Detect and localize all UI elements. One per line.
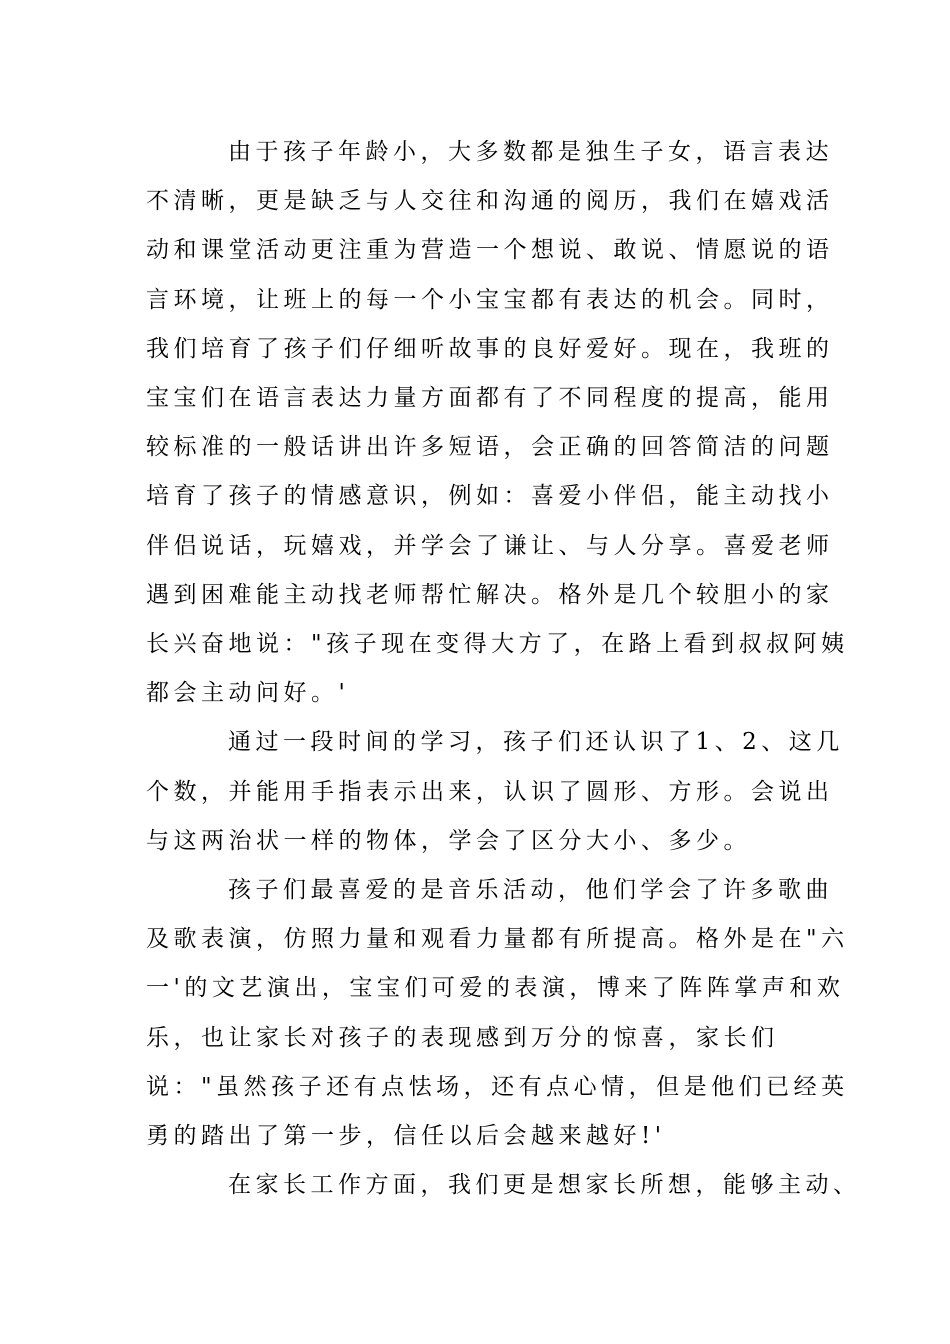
paragraph-parent-work bbox=[146, 1161, 861, 1210]
text-line: 言环境，让班上的每一个小宝宝都有表达的机会。同时， bbox=[146, 286, 834, 313]
text-line: 个数，并能用手指表示出来，认识了圆形、方形。会说出 bbox=[146, 778, 834, 805]
text-line: 不清晰，更是缺乏与人交往和沟通的阅历，我们在嬉戏活 bbox=[146, 188, 834, 215]
text-line: 勇的踏出了第一步，信任以后会越来越好!' bbox=[146, 1123, 666, 1150]
text-line: 通过一段时间的学习，孩子们还认识了1、2、这几 bbox=[228, 729, 844, 756]
text-line: 乐，也让家长对孩子的表现感到万分的惊喜，家长们 bbox=[146, 1024, 779, 1051]
paragraph-language-development bbox=[146, 128, 849, 718]
text-line: 都会主动问好。' bbox=[146, 680, 350, 707]
paragraph-music-activities bbox=[146, 866, 849, 1161]
text-line: 与这两治状一样的物体，学会了区分大小、多少。 bbox=[146, 827, 751, 854]
text-line: 及歌表演，仿照力量和观看力量都有所提高。格外是在"六 bbox=[146, 926, 849, 953]
text-line: 由于孩子年龄小，大多数都是独生子女，语言表达 bbox=[228, 139, 833, 165]
paragraph-numbers-and-shapes bbox=[146, 718, 844, 866]
text-line: 伴侣说话，玩嬉戏，并学会了谦让、与人分享。喜爱老师 bbox=[146, 532, 834, 559]
text-line: 培育了孩子的情感意识，例如：喜爱小伴侣，能主动找小 bbox=[146, 483, 834, 510]
text-line: 较标准的一般话讲出许多短语，会正确的回答简洁的问题 bbox=[146, 434, 834, 461]
text-line: 遇到困难能主动找老师帮忙解决。格外是几个较胆小的家 bbox=[146, 581, 834, 608]
text-line: 宝宝们在语言表达力量方面都有了不同程度的提高，能用 bbox=[146, 385, 834, 412]
text-line: 孩子们最喜爱的是音乐活动，他们学会了许多歌曲 bbox=[228, 877, 833, 904]
text-line: 我们培育了孩子们仔细听故事的良好爱好。现在，我班的 bbox=[146, 335, 834, 362]
text-line: 说："虽然孩子还有点怯场，还有点心情，但是他们已经英 bbox=[146, 1073, 849, 1100]
text-line: 在家长工作方面，我们更是想家长所想，能够主动、 bbox=[228, 1172, 861, 1199]
text-line: 一'的文艺演出，宝宝们可爱的表演，博来了阵阵掌声和欢 bbox=[146, 975, 845, 1002]
text-line: 动和课堂活动更注重为营造一个想说、敢说、情愿说的语 bbox=[146, 237, 834, 264]
text-line: 长兴奋地说："孩子现在变得大方了，在路上看到叔叔阿姨 bbox=[146, 631, 849, 658]
